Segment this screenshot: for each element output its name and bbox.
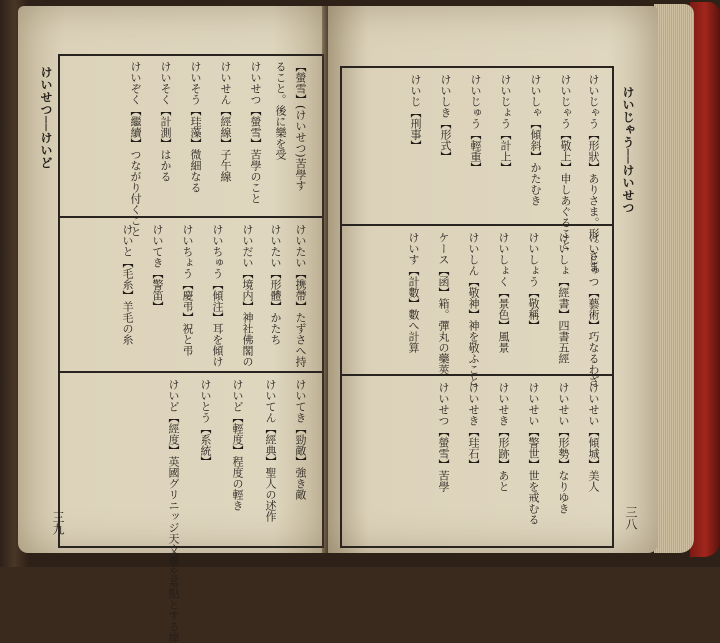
- right-s1-line-3: けいしゃ【傾斜】かたむき: [529, 74, 542, 206]
- left-s1-line-7: けいぞく【繼續】つながり付くこと: [129, 61, 142, 237]
- right-s1-line-4: けいじょう【計上】: [499, 74, 512, 173]
- left-s1-line-3: けいせつ【螢雪】苦學のこと: [249, 61, 262, 204]
- left-s2-line-6: けいてき【警笛】: [151, 224, 164, 312]
- right-s3-line-2: けいせい【形勢】なりゆき: [557, 382, 570, 514]
- right-s2-line-2: けいしょ【經書】四書五經: [557, 232, 570, 364]
- right-s3-line-3: けいせい【警世】世を戒むる: [527, 382, 540, 525]
- right-page: [328, 6, 658, 553]
- left-divider-2: [58, 371, 322, 373]
- right-s2-line-5: けいしん【敬神】神を敬ふこと: [467, 232, 480, 386]
- right-s1-line-5: けいじゅう【輕重】: [469, 74, 482, 173]
- left-s1-line-6: けいそく【計測】はかる: [159, 61, 172, 182]
- left-s3-line-1: けいてき【勁敵】強き敵: [294, 379, 307, 500]
- left-page-number: 三九: [51, 511, 65, 535]
- left-s2-line-4: けいちゅう【傾注】耳を傾け: [211, 224, 224, 367]
- left-s2-line-5: けいちょう【慶弔】祝と弔: [181, 224, 194, 356]
- page-edges: [654, 4, 694, 553]
- left-s2-line-2: けいたい【形體】かたち: [269, 224, 282, 345]
- right-s3-line-6: けいせつ【螢雪】苦學: [437, 382, 450, 492]
- left-s1-line-4: けいせん【經線】子午線: [219, 61, 232, 182]
- right-s3-line-4: けいせき【形跡】あと: [497, 382, 510, 492]
- right-s1-line-7: けいじ【刑事】: [409, 74, 422, 151]
- left-s3-line-5: けいど【經度】英國グリニッジ天文臺を基點とする緯: [167, 379, 180, 643]
- right-page-number: 三八: [624, 506, 638, 530]
- right-s1-line-6: けいしき【形式】: [439, 74, 452, 162]
- left-s2-line-7: けいと【毛糸】羊毛の糸: [121, 224, 134, 345]
- right-s1-line-1: けいじゃう【形狀】ありさま。形。さま: [587, 74, 600, 272]
- right-s2-line-7: けいす【計數】數へ計算: [407, 232, 420, 353]
- right-s3-line-1: けいせい【傾城】美人: [587, 382, 600, 492]
- right-s3-line-5: けいせき【珪石】: [467, 382, 480, 470]
- left-s2-line-1: けいたい【携帶】たずさへ持: [294, 224, 307, 367]
- right-s2-line-4: けいしょく【景色】風景: [497, 232, 510, 353]
- left-divider-1: [58, 216, 322, 218]
- left-s3-line-2: けいてん【經典】聖人の述作: [264, 379, 277, 522]
- left-page: [18, 6, 336, 643]
- right-page-header: けいじゃう──けいせつ: [621, 86, 635, 214]
- left-s2-line-3: けいだい【境内】神社佛閣の: [241, 224, 254, 367]
- left-s3-line-3: けいど【輕度】程度の輕き: [231, 379, 244, 511]
- left-s1-line-2: ること。後に樂を受: [274, 61, 287, 160]
- left-s1-line-1: 【螢雪】(けいせつ)苦學す: [294, 61, 307, 191]
- left-page-header: けいせつ──けいど: [39, 66, 53, 169]
- book-cover-edge: [690, 2, 720, 557]
- left-s3-line-4: けいとう【系統】: [199, 379, 212, 467]
- right-s2-line-6: ケース【函】箱。彈丸の藥莢: [437, 232, 450, 375]
- left-s1-line-5: けいそう【珪藻】微細なる: [189, 61, 202, 193]
- right-s1-line-2: けいじゃう【敬上】申しあぐること: [559, 74, 572, 250]
- right-s2-line-1: けいじゅつ【藝術】巧なるわざ: [587, 232, 600, 386]
- right-s2-line-3: けいしょう【敬稱】: [527, 232, 540, 331]
